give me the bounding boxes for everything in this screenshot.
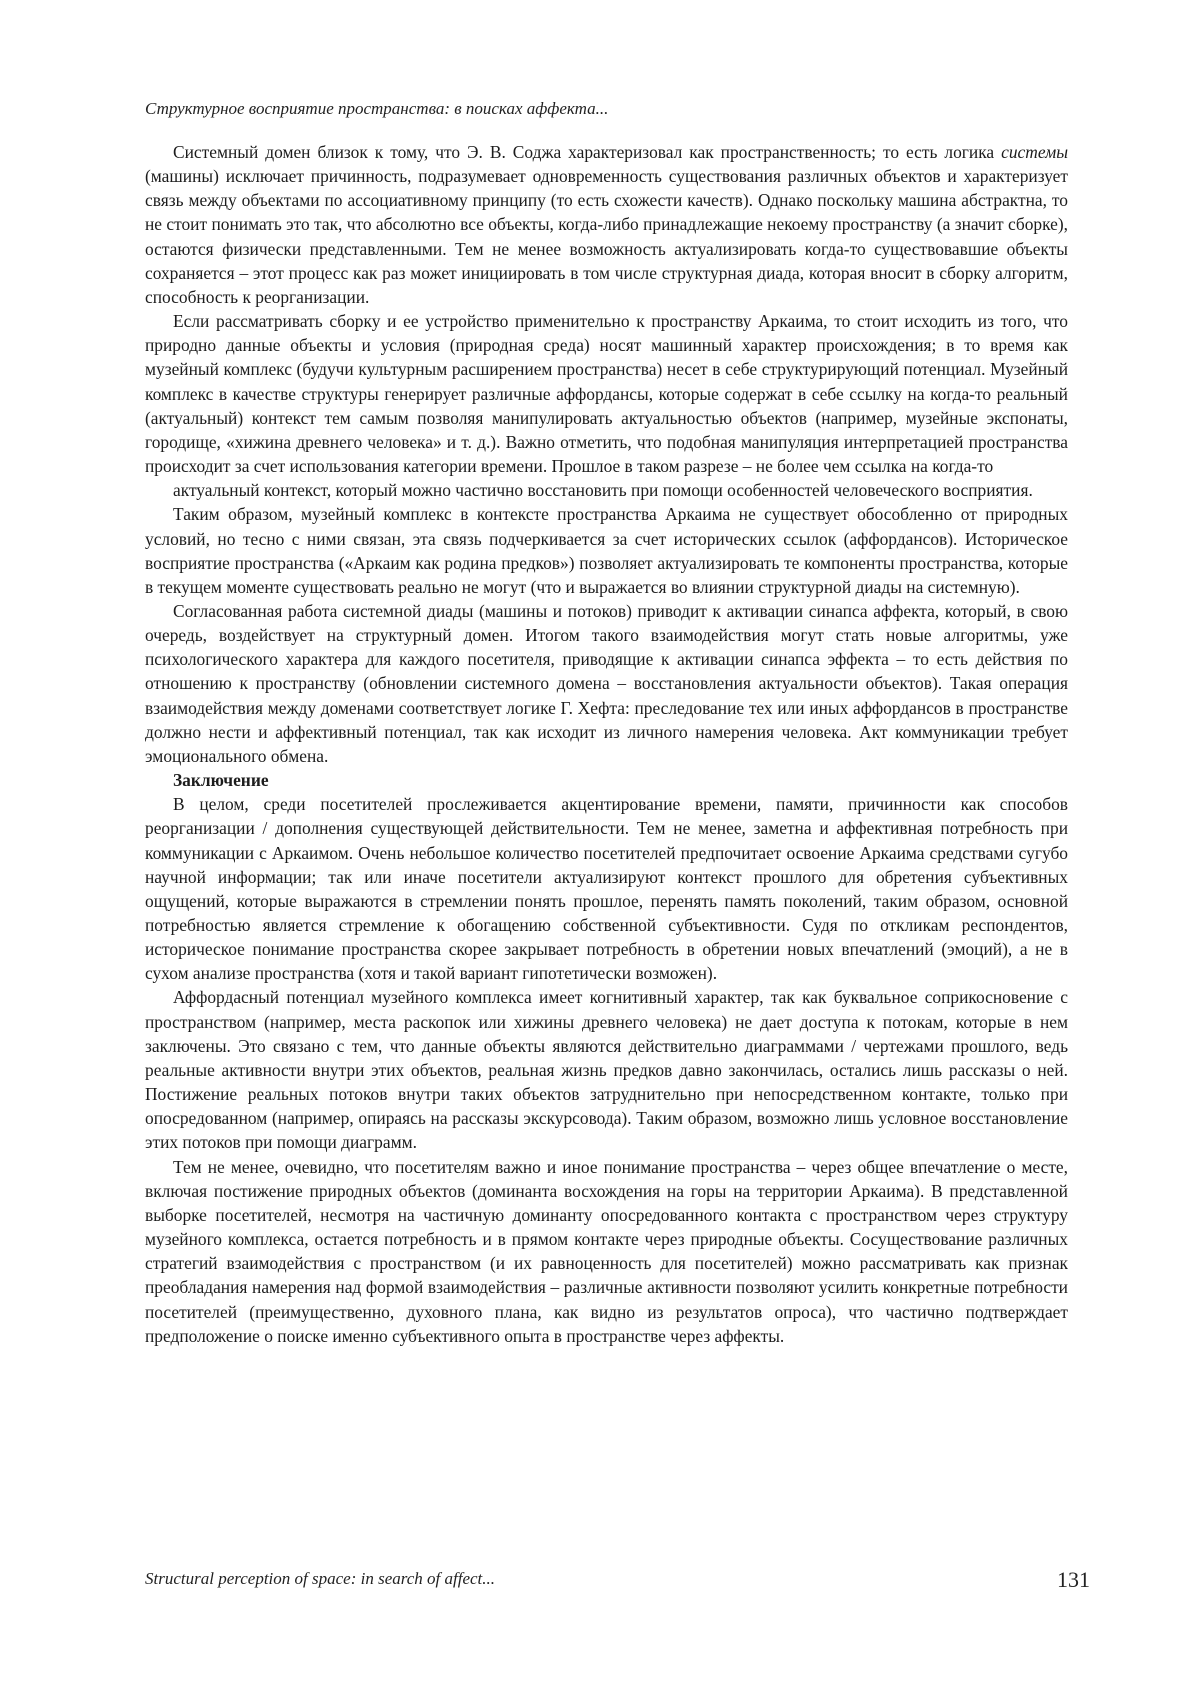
paragraph-conclusion-1: В целом, среди посетителей прослеживается акцентирование времени, памяти, причинности как способов реорганизации / дополнения существующей действительности. Тем не менее, заметна и аффективная потребность при коммуникации с Аркаимом. Очень небольшое количество посетителей предпочитает освоение Аркаима средствами сугубо научной информации; так или иначе посетители актуализируют контекст прошлого для обретения субъективных ощущений, которые выражаются в стремлении понять прошлое, перенять память поколений, таким образом, основной потребностью является стремление к обогащению собственной субъективности. Судя по откликам респондентов, историческое понимание пространства скорее закрывает потребность в обретении новых впечатлений (эмоций), а не в сухом анализе пространства (хотя и такой вариант гипотетически возможен). [145, 794, 1068, 984]
paragraph-conclusion-3: Тем не менее, очевидно, что посетителям важно и иное понимание пространства – через общее впечатление о месте, включая постижение природных объектов (доминанта восхождения на горы на территории Аркаима). В представленной выборке посетителей, несмотря на частичную доминанту опосредованного контакта с пространством через структуру музейного комплекса, остается потребность и в прямом контакте через природные объекты. Сосуществование различных стратегий взаимодействия с пространством (и их равноценность для посетителей) можно рассматривать как признак преобладания намерения над формой взаимодействия – различные активности позволяют усилить конкретные потребности посетителей (преимущественно, духовного плана, как видно из результатов опроса), что частично подтверждает предположение о поиске именно субъективного опыта в пространстве через аффекты. [145, 1156, 1068, 1346]
paragraph-text: Системный домен близок к тому, что Э. В. Соджа характеризовал как пространственность; то есть логика [173, 142, 1002, 162]
paragraph-museum-complex: Таким образом, музейный комплекс в контексте пространства Аркаима не существует обособленно от природных условий, но тесно с ними связан, эта связь подчеркивается за счет исторических ссылок (аффордансов). Историческое восприятие пространства («Аркаим как родина предков») позволяет актуализировать те компоненты пространства, которые в текущем моменте существовать реально не могут (что и выражается во влиянии структурной диады на системную). [145, 504, 1068, 597]
emphasis-text: системы [1001, 142, 1068, 162]
paragraph-text: (машины) исключает причинность, подразумевает одновременность существования различных объектов и характеризует связь между объектами по ассоциативному принципу (то есть схожести качеств). Однако поскольку машина абстрактна, то не стоит понимать это так, что абсолютно все объекты, когда-либо принадлежащие некоему пространству (а значит сборке), остаются физически представленными. Тем не менее возможность актуализировать когда-то существовавшие объекты сохраняется – этот процесс как раз может инициировать в том числе структурная диада, которая вносит в сборку алгоритм, способность к реорганизации. [145, 166, 1068, 307]
running-header: Структурное восприятие пространства: в поисках аффекта... [145, 99, 609, 118]
section-heading-conclusion: Заключение [173, 770, 269, 791]
paragraph-conclusion-2: Аффордасный потенциал музейного комплекса имеет когнитивный характер, так как буквальное соприкосновение с пространством (например, места раскопок или хижины древнего человека) не дает доступа к потокам, которые в нем заключены. Это связано с тем, что данные объекты являются действительно диаграммами / чертежами прошлого, ведь реальные активности внутри этих объектов, реальная жизнь предков давно закончилась, остались лишь рассказы о ней. Постижение реальных потоков внутри таких объектов затруднительно при непосредственном контакте, только при опосредованном (например, опираясь на рассказы экскурсовода). Таким образом, возможно лишь условное восстановление этих потоков при помощи диаграмм. [145, 987, 1068, 1153]
paragraph-assembly: Если рассматривать сборку и ее устройство применительно к пространству Аркаима, то стоит исходить из того, что природно данные объекты и условия (природная среда) носят машинный характер происхождения; в то время как музейный комплекс (будучи культурным расширением пространства) несет в себе структурирующий потенциал. Музейный комплекс в качестве структуры генерирует различные аффордансы, которые содержат в себе ссылку на когда-то реальный (актуальный) контекст тем самым позволяя манипулировать актуальностью объектов (например, музейные экспонаты, городище, «хижина древнего человека» и т. д.). Важно отметить, что подобная манипуляция интерпретацией пространства происходит за счет использования категории времени. Прошлое в таком разрезе – не более чем ссылка на когда-то [145, 311, 1068, 477]
paragraph-system-diad: Согласованная работа системной диады (машины и потоков) приводит к активации синапса аффекта, который, в свою очередь, воздействует на структурный домен. Итогом такого взаимодействия могут стать новые алгоритмы, уже психологического характера для каждого посетителя, приводящие к активации синапса эффекта – то есть действия по отношению к пространству (обновлении системного домена – восстановления актуальности объектов). Такая операция взаимодействия между доменами соответствует логике Г. Хефта: преследование тех или иных аффордансов в пространстве должно нести и аффективный потенциал, так как исходит из личного намерения человека. Акт коммуникации требует эмоционального обмена. [145, 600, 1068, 766]
paragraph-system-domain [145, 140, 1068, 309]
footer-english-title: Structural perception of space: in search of affect... [145, 1569, 496, 1588]
page-number: 131 [1057, 1567, 1090, 1592]
page-footer [145, 1567, 1090, 1595]
article-body [145, 140, 1068, 1348]
paragraph-continuation: актуальный контекст, который можно частично восстановить при помощи особенностей человеческого восприятия. [173, 480, 1033, 501]
